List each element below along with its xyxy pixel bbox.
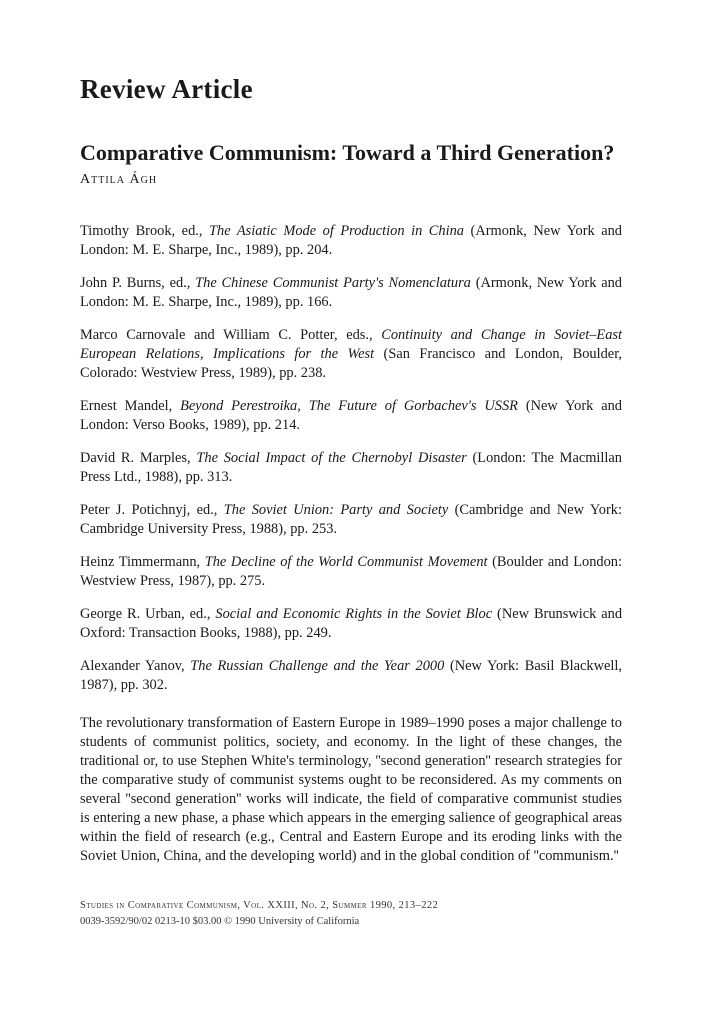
reference-item	[80, 397, 622, 435]
reference-authors: Alexander Yanov,	[80, 658, 191, 674]
copyright-line: 0039-3592/90/02 0213-10 $03.00 © 1990 University of California	[80, 916, 360, 927]
reference-publication: (San Francisco and London, Boulder, Colorado: Westview Press, 1989), pp. 238.	[80, 346, 623, 381]
reference-item	[80, 657, 622, 695]
reference-item	[80, 553, 622, 591]
reference-authors: Ernest Mandel,	[80, 398, 181, 414]
reference-title: The Asiatic Mode of Production in China	[209, 223, 464, 239]
reference-authors: George R. Urban, ed.,	[80, 606, 216, 622]
reference-item	[80, 449, 622, 487]
reviewed-works-list	[80, 222, 622, 709]
author-name: Attila Ágh	[80, 172, 158, 187]
reference-title: The Chinese Communist Party's Nomenclatura	[195, 275, 471, 291]
reference-publication: (Armonk, New York and London: M. E. Sharpe, Inc., 1989), pp. 166.	[80, 275, 623, 310]
reference-item	[80, 274, 622, 312]
reference-title: The Decline of the World Communist Movement	[204, 554, 488, 570]
reference-authors: Timothy Brook, ed.,	[80, 223, 209, 239]
reference-publication: (Armonk, New York and London: M. E. Sharpe, Inc., 1989), pp. 204.	[80, 223, 623, 258]
journal-footer	[80, 898, 438, 930]
reference-publication: (London: The Macmillan Press Ltd., 1988), pp. 313.	[80, 450, 623, 485]
reference-item	[80, 222, 622, 260]
reference-authors: Peter J. Potichnyj, ed.,	[80, 502, 224, 518]
section-label: Review Article	[80, 74, 253, 104]
reference-publication: (New York: Basil Blackwell, 1987), pp. 302.	[80, 658, 622, 693]
reference-authors: John P. Burns, ed.,	[80, 275, 196, 291]
reference-authors: Heinz Timmermann,	[80, 554, 205, 570]
reference-authors: Marco Carnovale and William C. Potter, eds.,	[80, 327, 382, 343]
body-paragraph: The revolutionary transformation of Eastern Europe in 1989–1990 poses a major challenge to students of communist politics, society, and economy. In the light of these changes, the traditional or, to use Stephen White's terminology, ''second generation'' research strategies for the comparative study of communist systems ought to be reconsidered. As my comments on several ''second generation'' works will indicate, the field of comparative communist studies is entering a new phase, a phase which appears in the emerging salience of geographical areas within the field of research (e.g., Central and Eastern Europe and its eroding links with the Soviet Union, China, and the developing world) and in the global condition of ''communism.''	[80, 715, 622, 864]
reference-publication: (Boulder and London: Westview Press, 1987), pp. 275.	[80, 554, 622, 589]
reference-publication: (New Brunswick and Oxford: Transaction Books, 1988), pp. 249.	[80, 606, 623, 641]
article-title: Comparative Communism: Toward a Third Generation?	[80, 140, 615, 165]
reference-publication: (Cambridge and New York: Cambridge University Press, 1988), pp. 253.	[80, 502, 622, 537]
reference-title: The Russian Challenge and the Year 2000	[190, 658, 445, 674]
reference-item	[80, 605, 622, 643]
reference-title: Beyond Perestroika, The Future of Gorbachev's USSR	[180, 398, 518, 414]
reference-title: The Social Impact of the Chernobyl Disaster	[196, 450, 467, 466]
reference-title: Social and Economic Rights in the Soviet Bloc	[215, 606, 493, 622]
journal-citation: Studies in Comparative Communism, Vol. XXIII, No. 2, Summer 1990, 213–222	[80, 900, 439, 911]
reference-item	[80, 501, 622, 539]
reference-publication: (New York and London: Verso Books, 1989), pp. 214.	[80, 398, 622, 433]
reference-item	[80, 326, 622, 383]
reference-title: The Soviet Union: Party and Society	[223, 502, 449, 518]
reference-title: Continuity and Change in Soviet–East European Relations, Implications for the West	[80, 327, 623, 362]
reference-authors: David R. Marples,	[80, 450, 197, 466]
